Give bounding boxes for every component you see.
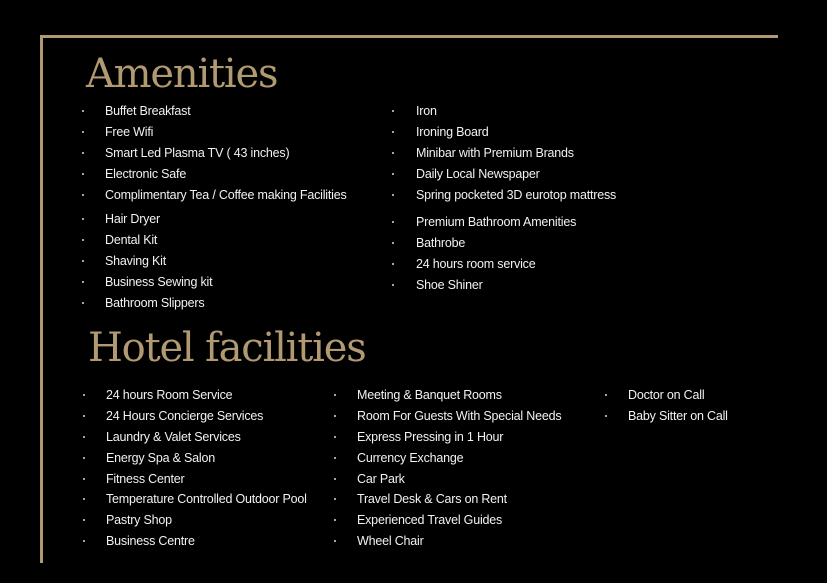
- list-item-label: Pastry Shop: [106, 513, 172, 528]
- list-item: [105, 251, 212, 272]
- bullet-icon: [334, 436, 336, 438]
- list-item-label: Daily Local Newspaper: [416, 166, 540, 181]
- list-item: [106, 510, 307, 531]
- list-item: [106, 427, 307, 448]
- list-item-label: Iron: [416, 104, 437, 118]
- hotel-facilities-list-col3: [628, 385, 728, 427]
- bullet-icon: [392, 194, 394, 196]
- list-item-label: Free Wifi: [105, 124, 154, 139]
- bullet-icon: [83, 478, 85, 480]
- list-item: [105, 185, 347, 206]
- bullet-icon: [392, 173, 394, 175]
- list-item: [106, 406, 307, 427]
- bullet-icon: [82, 239, 84, 241]
- list-item: [357, 531, 561, 552]
- frame-top-border: [40, 35, 778, 38]
- list-item: [105, 272, 212, 293]
- list-item: [106, 385, 307, 406]
- bullet-icon: [82, 194, 84, 196]
- list-item: [628, 406, 728, 427]
- list-item-label: Smart Led Plasma TV ( 43 inches): [105, 145, 290, 160]
- list-item-label: 24 Hours Concierge Services: [106, 408, 264, 423]
- list-item: [357, 427, 561, 448]
- bullet-icon: [334, 498, 336, 500]
- list-item-label: Premium Bathroom Amenities: [416, 215, 577, 229]
- list-item: [105, 209, 212, 230]
- amenities-list-col1-b: [105, 209, 212, 313]
- list-item: [357, 469, 561, 490]
- bullet-icon: [83, 519, 85, 521]
- list-item-label: Ironing Board: [416, 124, 489, 139]
- bullet-icon: [392, 221, 394, 223]
- list-item-label: Hair Dryer: [105, 212, 160, 226]
- list-item-label: Doctor on Call: [628, 388, 705, 402]
- list-item-label: Business Sewing kit: [105, 274, 213, 289]
- bullet-icon: [334, 394, 336, 396]
- bullet-icon: [392, 263, 394, 265]
- list-item-label: Baby Sitter on Call: [628, 408, 728, 423]
- amenities-list-col2-a: [416, 101, 616, 205]
- list-item-label: Electronic Safe: [105, 166, 187, 181]
- list-item: [416, 164, 616, 185]
- bullet-icon: [82, 281, 84, 283]
- list-item: [357, 406, 561, 427]
- list-item: [105, 122, 347, 143]
- bullet-icon: [605, 394, 607, 396]
- list-item-label: Bathrobe: [416, 235, 466, 250]
- hotel-facilities-heading: Hotel facilities: [88, 325, 366, 371]
- list-item-label: Bathroom Slippers: [105, 295, 205, 310]
- list-item-label: Fitness Center: [106, 471, 185, 486]
- list-item: [105, 164, 347, 185]
- list-item-label: Shoe Shiner: [416, 277, 483, 292]
- list-item-label: Currency Exchange: [357, 450, 464, 465]
- list-item: [357, 489, 561, 510]
- bullet-icon: [392, 242, 394, 244]
- list-item: [416, 185, 616, 206]
- bullet-icon: [334, 519, 336, 521]
- list-item: [357, 510, 561, 531]
- bullet-icon: [334, 540, 336, 542]
- bullet-icon: [605, 415, 607, 417]
- bullet-icon: [392, 131, 394, 133]
- amenities-heading: Amenities: [86, 51, 278, 97]
- list-item-label: Energy Spa & Salon: [106, 450, 215, 465]
- hotel-facilities-list-col2: [357, 385, 561, 552]
- bullet-icon: [82, 110, 84, 112]
- list-item-label: Meeting & Banquet Rooms: [357, 388, 502, 402]
- list-item-label: Express Pressing in 1 Hour: [357, 429, 504, 444]
- list-item: [416, 212, 576, 233]
- bullet-icon: [82, 302, 84, 304]
- list-item: [416, 122, 616, 143]
- list-item: [105, 101, 347, 122]
- bullet-icon: [82, 173, 84, 175]
- list-item: [628, 385, 728, 406]
- bullet-icon: [82, 152, 84, 154]
- list-item: [106, 531, 307, 552]
- list-item: [416, 275, 576, 296]
- list-item: [416, 143, 616, 164]
- bullet-icon: [83, 457, 85, 459]
- list-item: [106, 448, 307, 469]
- list-item: [105, 293, 212, 314]
- list-item: [357, 448, 561, 469]
- list-item-label: Temperature Controlled Outdoor Pool: [106, 492, 307, 507]
- bullet-icon: [392, 110, 394, 112]
- bullet-icon: [392, 152, 394, 154]
- hotel-facilities-list-col1: [106, 385, 307, 552]
- list-item-label: Laundry & Valet Services: [106, 429, 241, 444]
- amenities-list-col2-b: [416, 212, 576, 296]
- list-item: [416, 101, 616, 122]
- bullet-icon: [83, 415, 85, 417]
- list-item-label: 24 hours Room Service: [106, 388, 233, 402]
- bullet-icon: [82, 131, 84, 133]
- list-item-label: 24 hours room service: [416, 256, 536, 271]
- bullet-icon: [334, 478, 336, 480]
- list-item-label: Travel Desk & Cars on Rent: [357, 492, 507, 507]
- list-item-label: Spring pocketed 3D eurotop mattress: [416, 187, 617, 202]
- bullet-icon: [83, 436, 85, 438]
- list-item: [106, 469, 307, 490]
- list-item-label: Business Centre: [106, 534, 195, 549]
- list-item: [357, 385, 561, 406]
- list-item: [105, 230, 212, 251]
- list-item: [416, 254, 576, 275]
- bullet-icon: [83, 394, 85, 396]
- list-item-label: Wheel Chair: [357, 534, 424, 549]
- bullet-icon: [82, 218, 84, 220]
- list-item-label: Shaving Kit: [105, 253, 167, 268]
- list-item-label: Car Park: [357, 471, 405, 486]
- frame-left-border: [40, 35, 43, 563]
- amenities-list-col1-a: [105, 101, 347, 205]
- list-item-label: Experienced Travel Guides: [357, 513, 503, 528]
- bullet-icon: [83, 498, 85, 500]
- list-item-label: Buffet Breakfast: [105, 104, 191, 118]
- list-item: [106, 489, 307, 510]
- bullet-icon: [334, 457, 336, 459]
- bullet-icon: [392, 284, 394, 286]
- list-item: [105, 143, 347, 164]
- bullet-icon: [334, 415, 336, 417]
- list-item-label: Dental Kit: [105, 232, 158, 247]
- list-item: [416, 233, 576, 254]
- list-item-label: Room For Guests With Special Needs: [357, 408, 562, 423]
- bullet-icon: [82, 260, 84, 262]
- list-item-label: Complimentary Tea / Coffee making Facilities: [105, 187, 347, 202]
- list-item-label: Minibar with Premium Brands: [416, 145, 574, 160]
- bullet-icon: [83, 540, 85, 542]
